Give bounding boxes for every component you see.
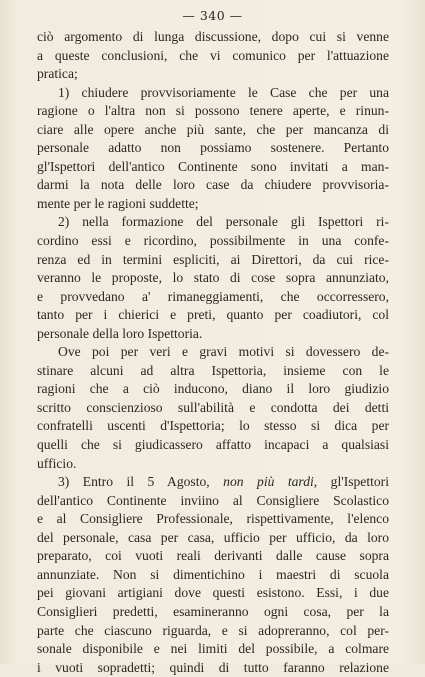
text-line: preparato, coi vuoti reali derivanti dalle cause sopra — [37, 548, 389, 564]
text-line: 2) nella formazione del personale gli Ispettori ri- — [58, 214, 389, 230]
text-line: ragioni che a ciò inducono, diano il loro giudizio — [37, 381, 389, 397]
text-line: ciare alle opere anche più sante, che per mancanza di — [37, 121, 389, 137]
text-line: gl'Ispettori dell'antico Continente sono invitati a man- — [37, 158, 389, 174]
text-line: cordino essi e ricordino, possibilmente in una confe- — [37, 233, 389, 249]
text-line: del personale, casa per casa, ufficio per ufficio, da loro — [37, 529, 389, 545]
text-line: scritto conscienzioso sull'abilità e condotta dei detti — [37, 399, 389, 415]
text-line: pei giovani artigiani dove questi esistono. Essi, i due — [37, 585, 389, 601]
page-number: — 340 — — [182, 8, 243, 23]
text-line: personale adatto non possiamo sostenere. Pertanto — [37, 140, 389, 156]
emphasis-text: non più tardi — [223, 474, 314, 490]
text-line: personale della loro Ispettoria. — [37, 325, 203, 341]
text-line: darmi la nota delle loro case da chiudere provvisoria- — [37, 177, 389, 193]
text-line: e provvedano a' rimaneggiamenti, che occorressero, — [37, 288, 389, 304]
text-line: quelli che si giudicassero affatto incapaci a qualsiasi — [37, 437, 389, 453]
text-line: confratelli uscenti d'Ispettoria; lo stesso si dica per — [37, 418, 389, 434]
text-line: stinare alcuni ad altra Ispettoria, insieme con le — [37, 362, 389, 378]
text-line — [37, 473, 389, 492]
text-line: 1) chiudere provvisoriamente le Case che per una — [58, 84, 389, 100]
text-line: sonale disponibile e nei limiti del possibile, a colmare — [37, 641, 389, 657]
text-line: parte che ciascuno riguarda, e si adopreranno, col per- — [37, 622, 389, 638]
text-line: renza ed in termini espliciti, ai Direttori, da cui rice- — [37, 251, 389, 267]
text-line: Ove poi per veri e gravi motivi si dovessero de- — [58, 344, 389, 360]
text-line: e al Consigliere Professionale, rispettivamente, l'elenco — [37, 511, 389, 527]
text-line: veranno le proposte, lo stato di cose sopra annunziato, — [37, 270, 389, 286]
text-line: ragione o l'altra non si possono tenere aperte, e rinun- — [37, 103, 389, 119]
text-line: ufficio. — [37, 455, 77, 471]
text-line: a queste conclusioni, che vi comunico per l'attuazione — [37, 47, 389, 63]
text-line: pratica; — [37, 66, 78, 82]
text-line: annunziate. Non si dimentichino i maestri di scuola — [37, 566, 389, 582]
text-line: dell'antico Continente inviino al Consigliere Scolastico — [37, 492, 389, 508]
text-segment: 3) Entro il 5 Agosto, — [58, 474, 224, 490]
text-line: i vuoti sopradetti; quindi di tutto faranno relazione — [37, 659, 389, 675]
text-line: tanto per i chierici e preti, quanto per coadiutori, col — [37, 307, 389, 323]
text-segment: , gl'Ispettori — [313, 474, 389, 490]
text-line: ciò argomento di lunga discussione, dopo cui si venne — [37, 29, 389, 44]
body-text — [37, 28, 389, 677]
text-line: mente per le ragioni suddette; — [37, 195, 199, 211]
text-line: Consiglieri predetti, esamineranno ogni cosa, per la — [37, 603, 389, 619]
